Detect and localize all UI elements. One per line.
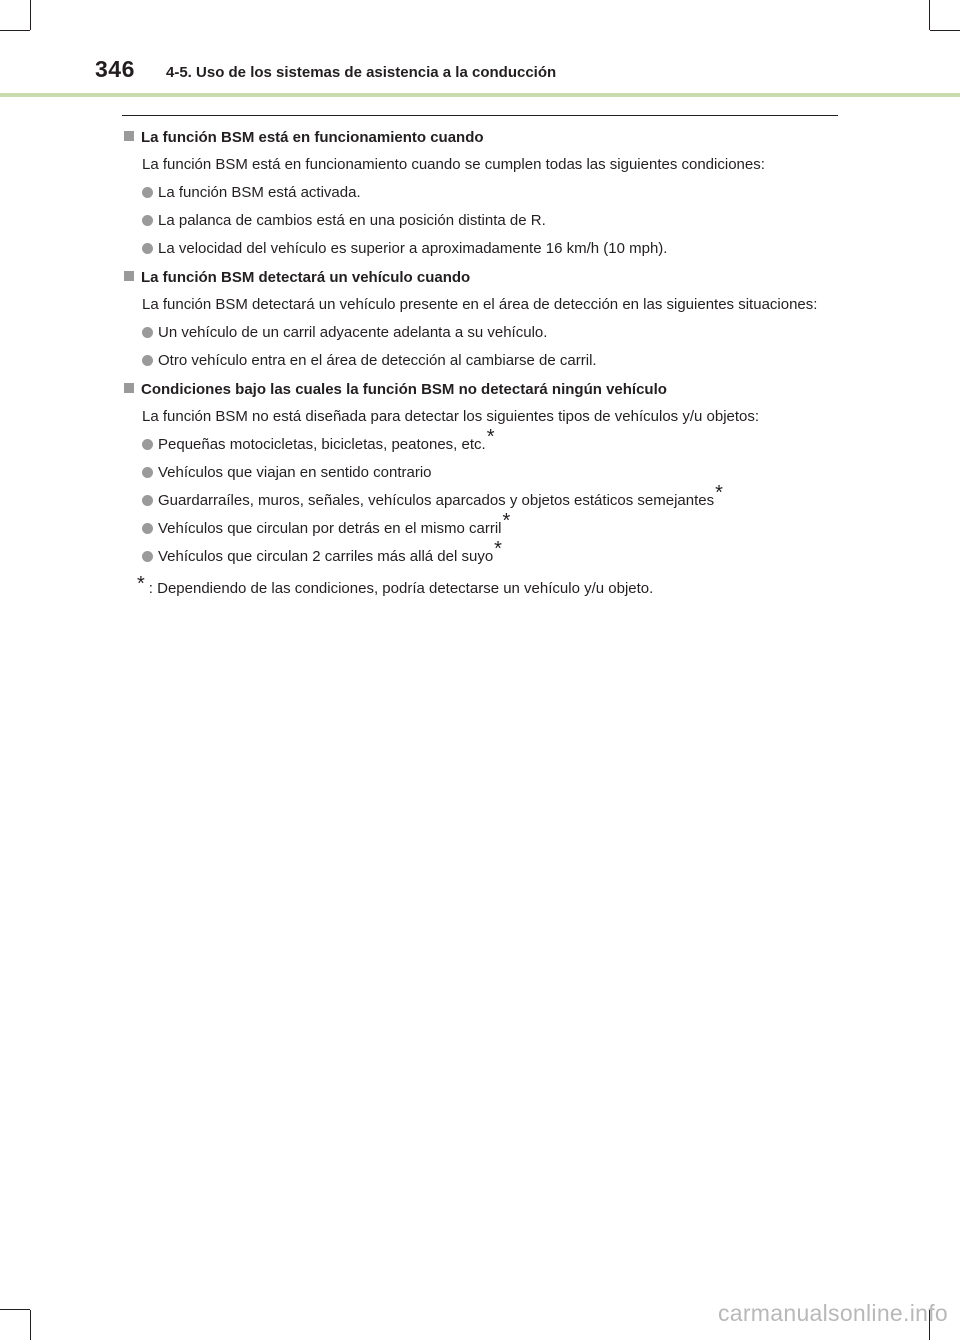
crop-mark-bottom-left-v xyxy=(30,1310,31,1340)
section-heading xyxy=(124,127,834,155)
square-bullet-icon xyxy=(124,131,134,141)
list-item-text: Pequeñas motocicletas, bicicletas, peatones, etc.* xyxy=(158,426,495,453)
list-item xyxy=(142,183,834,211)
crop-mark-top-right-h xyxy=(930,30,960,31)
list-item xyxy=(142,463,834,491)
circle-bullet-icon xyxy=(142,187,153,198)
crop-mark-top-left-h xyxy=(0,30,30,31)
list-item xyxy=(142,482,834,519)
list-item xyxy=(142,538,834,575)
header-band xyxy=(0,93,960,97)
crop-mark-bottom-left-h xyxy=(0,1309,30,1310)
circle-bullet-icon xyxy=(142,439,153,450)
section-intro: La función BSM detectará un vehículo presente en el área de detección en las siguientes situaciones: xyxy=(142,296,818,313)
list-item-text: La velocidad del vehículo es superior a aproximadamente 16 km/h (10 mph). xyxy=(158,240,668,257)
circle-bullet-icon xyxy=(142,355,153,366)
heading-text: La función BSM detectará un vehículo cuando xyxy=(141,269,471,286)
heading-text: La función BSM está en funcionamiento cuando xyxy=(141,129,484,146)
watermark: carmanualsonline.info xyxy=(717,1300,948,1326)
asterisk-marker: * xyxy=(502,510,511,532)
section-heading xyxy=(124,267,834,295)
square-bullet-icon xyxy=(124,271,134,281)
square-bullet-icon xyxy=(124,383,134,393)
list-item-text: Otro vehículo entra en el área de detección al cambiarse de carril. xyxy=(158,352,597,369)
asterisk-marker: * xyxy=(494,538,502,560)
circle-bullet-icon xyxy=(142,551,153,562)
list-item-text: Vehículos que circulan 2 carriles más allá del suyo* xyxy=(158,538,502,565)
list-item xyxy=(142,211,834,239)
list-item-text: Vehículos que viajan en sentido contrario xyxy=(158,464,432,481)
list-item xyxy=(142,426,834,463)
section-title: 4-5. Uso de los sistemas de asistencia a la conducción xyxy=(166,64,557,81)
content-rule xyxy=(122,115,838,116)
list-item-text: Vehículos que circulan por detrás en el mismo carril* xyxy=(158,510,511,537)
section-heading xyxy=(124,379,834,407)
page-content xyxy=(124,127,834,599)
crop-mark-top-left-v xyxy=(30,0,31,30)
list-item-text: Un vehículo de un carril adyacente adelanta a su vehículo. xyxy=(158,324,548,341)
circle-bullet-icon xyxy=(142,243,153,254)
list-item xyxy=(142,510,834,547)
footnote xyxy=(137,573,834,599)
asterisk-marker: * xyxy=(486,426,495,448)
circle-bullet-icon xyxy=(142,523,153,534)
list-item-text: Guardarraíles, muros, señales, vehículos aparcados y objetos estáticos semejantes* xyxy=(158,482,723,509)
circle-bullet-icon xyxy=(142,327,153,338)
page-number: 346 xyxy=(95,56,135,82)
list-item-text: La función BSM está activada. xyxy=(158,184,361,201)
list-item xyxy=(142,239,834,267)
list-item-text: La palanca de cambios está en una posición distinta de R. xyxy=(158,212,546,229)
section-intro: La función BSM no está diseñada para detectar los siguientes tipos de vehículos y/u objetos: xyxy=(142,408,760,425)
list-item xyxy=(142,351,834,379)
circle-bullet-icon xyxy=(142,215,153,226)
section-intro: La función BSM está en funcionamiento cuando se cumplen todas las siguientes condiciones: xyxy=(142,156,765,173)
list-item xyxy=(142,323,834,351)
circle-bullet-icon xyxy=(142,467,153,478)
footnote-asterisk: * xyxy=(137,573,145,595)
circle-bullet-icon xyxy=(142,495,153,506)
crop-mark-top-right-v xyxy=(929,0,930,30)
asterisk-marker: * xyxy=(715,482,723,504)
heading-text: Condiciones bajo las cuales la función BSM no detectará ningún vehículo xyxy=(141,381,667,398)
footnote-text: : Dependiendo de las condiciones, podría detectarse un vehículo y/u objeto. xyxy=(148,580,654,597)
